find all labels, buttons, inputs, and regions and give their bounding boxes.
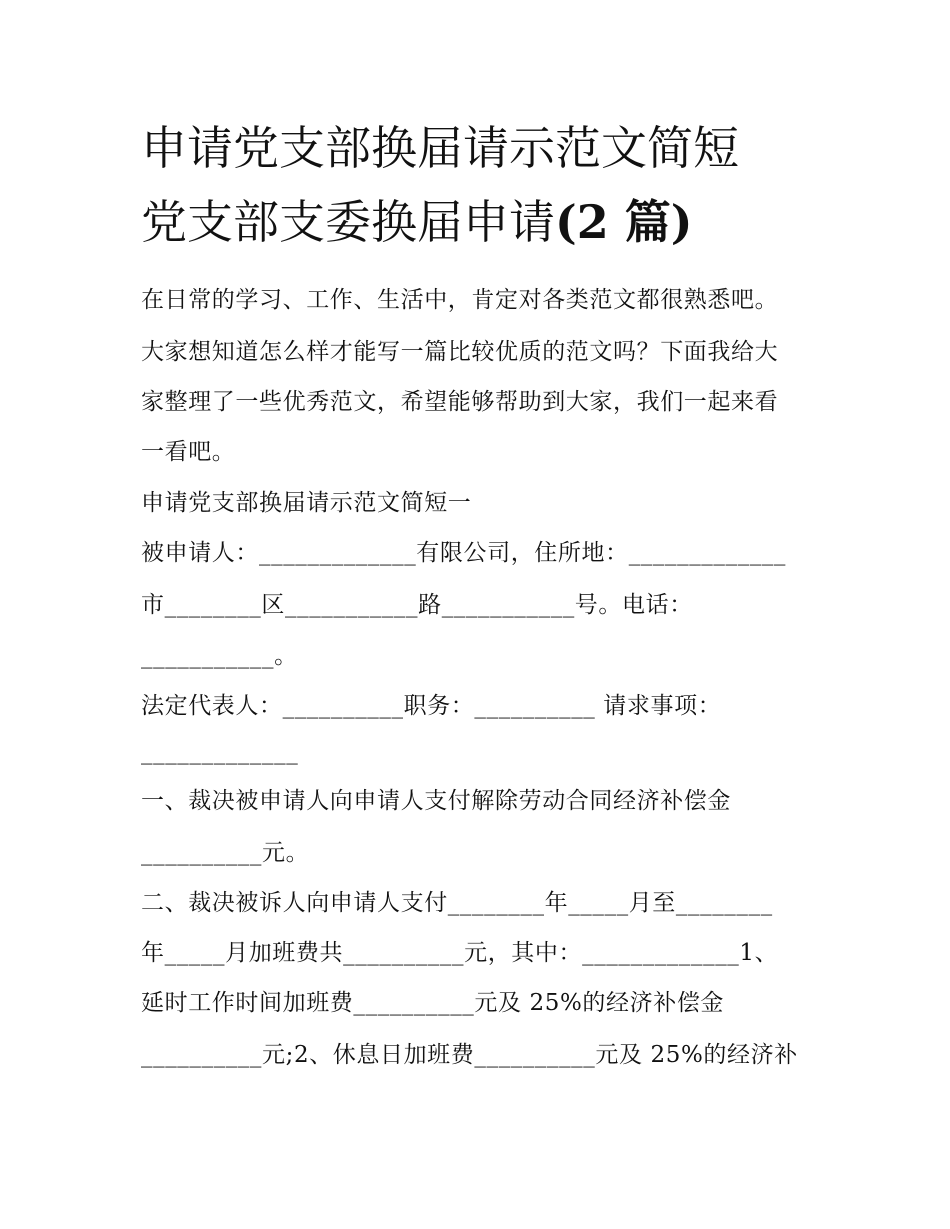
body-line-item-2-extended: 延时工作时间加班费__________元及 25%的经济补偿金 [141, 990, 725, 1016]
body-line-item-2-rest-day: __________元;2、休息日加班费__________元及 25%的经济补 [141, 1042, 798, 1068]
title-line-2-text: 党支部支委换届申请 [141, 195, 555, 249]
body-line-representative: 法定代表人：__________职务：__________ 请求事项： [141, 693, 722, 719]
section-heading: 申请党支部换届请示范文简短一 [141, 490, 472, 516]
title-line-1-text: 申请党支部换届请示范文简短 [141, 121, 739, 175]
title-line-2-suffix: (2 篇) [555, 195, 693, 249]
body-line-1: 在日常的学习、工作、生活中，肯定对各类范文都很熟悉吧。 [141, 287, 779, 313]
body-line-3: 家整理了一些优秀范文，希望能够帮助到大家，我们一起来看 [141, 389, 779, 415]
body-line-2: 大家想知道怎么样才能写一篇比较优质的范文吗？下面我给大 [141, 339, 779, 365]
body-line-item-1-amount: __________元。 [141, 840, 310, 866]
body-line-phone: ___________。 [141, 643, 298, 669]
body-line-item-1: 一、裁决被申请人向申请人支付解除劳动合同经济补偿金 [141, 788, 731, 814]
body-line-item-2: 二、裁决被诉人向申请人支付________年_____月至________ [141, 890, 773, 916]
title-line-1 [141, 118, 739, 178]
title-line-2 [141, 192, 693, 252]
body-line-request-blank: _____________ [141, 739, 299, 765]
body-line-address: 市________区___________路___________号。电话： [141, 592, 693, 618]
body-line-respondent: 被申请人：_____________有限公司，住所地：_____________ [141, 540, 786, 566]
body-line-4: 一看吧。 [141, 439, 236, 465]
body-line-item-2-overtime: 年_____月加班费共__________元，其中：_____________1、 [141, 940, 779, 966]
